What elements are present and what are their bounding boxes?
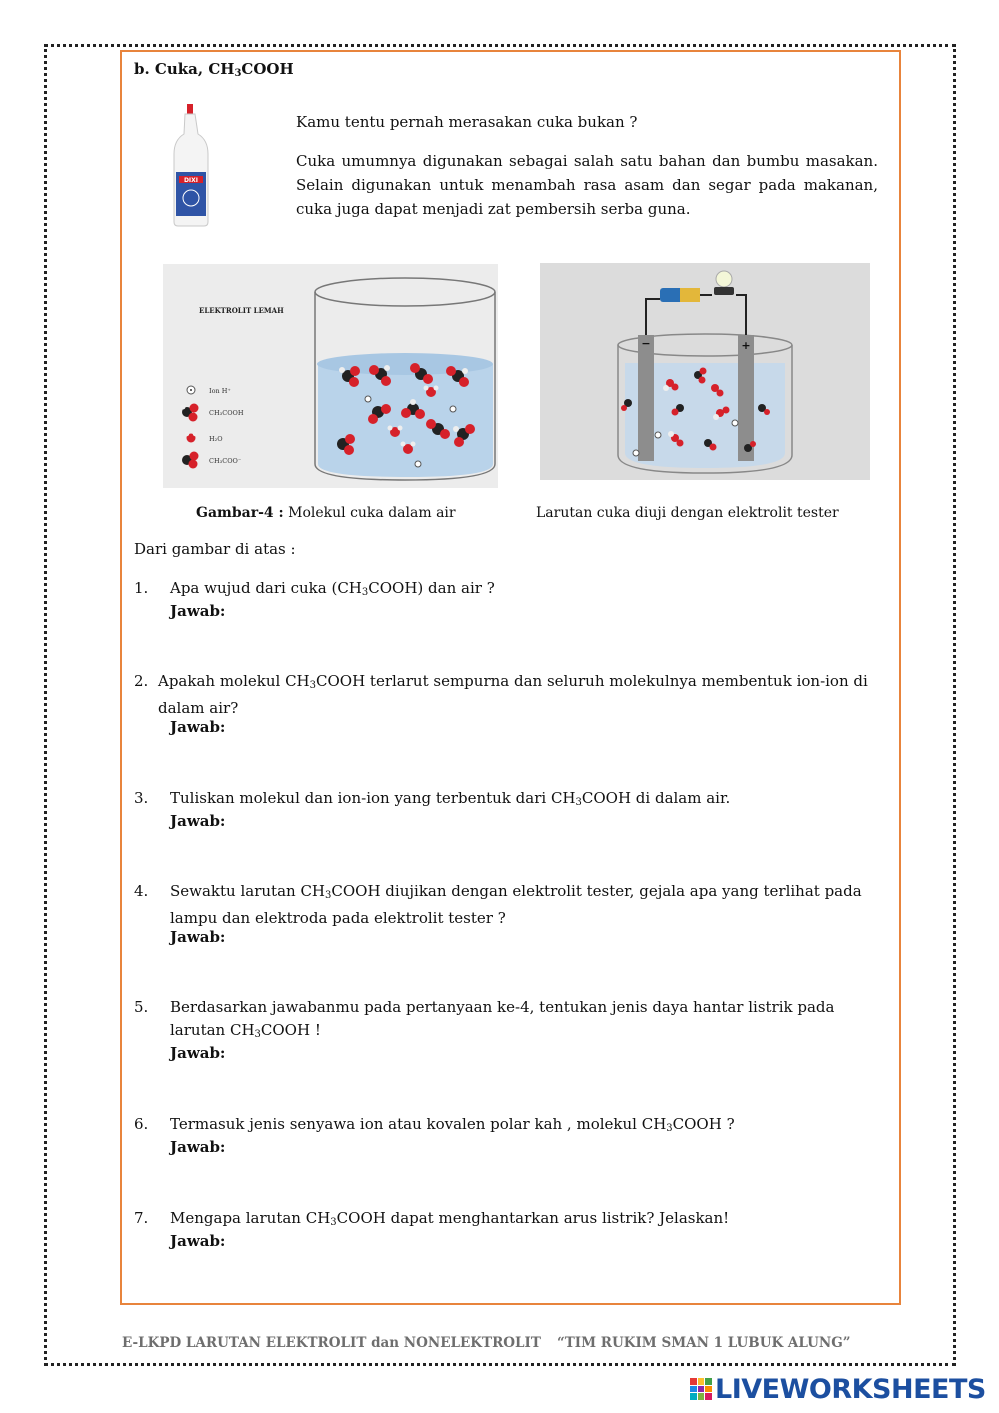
figure2-caption: Larutan cuka diuji dengan elektrolit tester [536, 505, 839, 521]
figure1-caption: Gambar-4 : Molekul cuka dalam air [196, 505, 456, 521]
bottle-label: DIXI [183, 177, 199, 184]
lamp-icon [716, 271, 732, 287]
questions-lead: Dari gambar di atas : [134, 540, 296, 558]
answer-label-6: Jawab: [170, 1138, 226, 1156]
figure1-title: ELEKTROLIT LEMAH [199, 306, 284, 315]
footer-title: E-LKPD LARUTAN ELEKTROLIT dan NONELEKTROLIT [122, 1335, 541, 1351]
footer-team: “TIM RUKIM SMAN 1 LUBUK ALUNG” [557, 1335, 851, 1351]
answer-label-7: Jawab: [170, 1232, 226, 1250]
legend-ch3cooh: CH₃COOH [209, 409, 244, 417]
legend-h2o: H₂O [209, 435, 223, 443]
intro-question: Kamu tentu pernah merasakan cuka bukan ? [296, 113, 638, 131]
answer-label-3: Jawab: [170, 812, 226, 830]
negative-electrode [638, 335, 654, 461]
plus-sign: + [741, 339, 751, 352]
figure-vinegar-molecules [163, 264, 498, 488]
liveworksheets-logo[interactable] [690, 1374, 986, 1404]
legend-ch3coo-marker [182, 452, 199, 469]
answer-label-5: Jawab: [170, 1044, 226, 1062]
legend-ion-h: Ion H⁺ [209, 387, 231, 395]
legend-ch3cooh-marker [181, 404, 199, 422]
intro-paragraph: Cuka umumnya digunakan sebagai salah satu bahan dan bumbu masakan. Selain digunakan untuk menambah rasa asam dan segar pada makanan, cuka juga dapat menjadi zat pembersih serba guna. [296, 152, 878, 218]
section-heading: b. Cuka, $CH_3COOH$ [134, 60, 294, 79]
vinegar-bottle-image [168, 104, 214, 228]
liveworksheets-wordmark: LIVEWORKSHEETS [715, 1373, 986, 1405]
answer-label-4: Jawab: [170, 928, 226, 946]
liveworksheets-grid-icon [690, 1378, 712, 1400]
legend-ch3coo: CH₃COO⁻ [209, 457, 242, 465]
minus-sign: − [641, 337, 651, 350]
answer-label-1: Jawab: [170, 602, 226, 620]
figure-electrolyte-tester [540, 263, 870, 480]
legend-h2o-marker [185, 432, 197, 443]
answer-label-2: Jawab: [170, 718, 226, 736]
